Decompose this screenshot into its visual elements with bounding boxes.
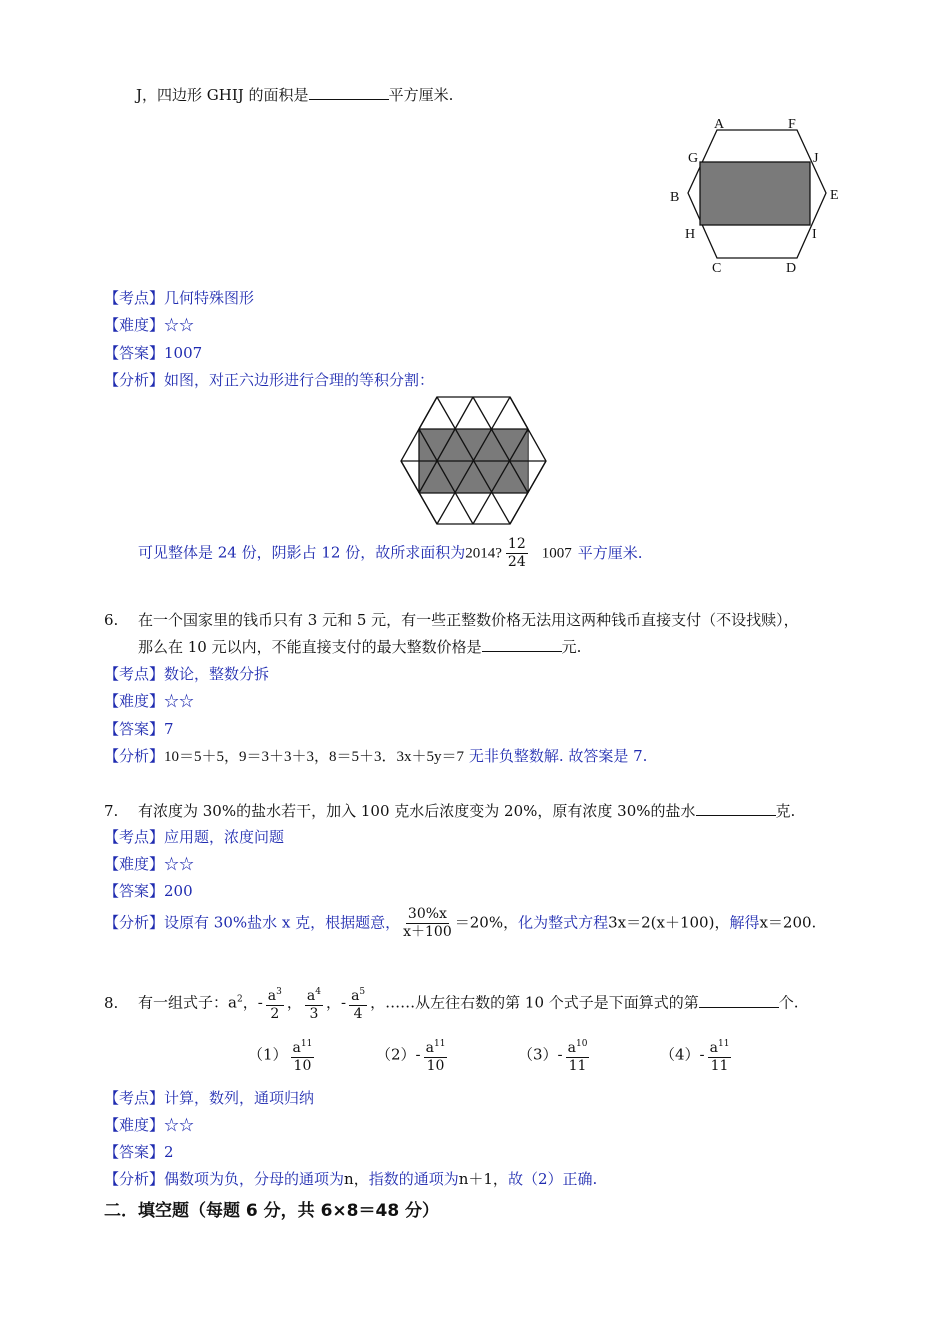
- label-h: H: [685, 227, 696, 242]
- q8-option-3: （3）- $\frac{a^{10}}{11}$: [518, 1036, 592, 1075]
- label-i: I: [812, 227, 817, 242]
- q7-stem: 7. 有浓度为 30%的盐水若干，加入 100 克水后浓度变为 20%，原有浓度 30%的盐水 克.: [104, 802, 796, 820]
- label-j: J: [813, 151, 819, 166]
- q5-fenxi: 【分析】如图，对正六边形进行合理的等积分割：: [104, 371, 435, 389]
- q7-kaodian: 【考点】应用题，浓度问题: [104, 828, 285, 846]
- shaded-rectangle: [700, 162, 810, 225]
- label-g: G: [688, 151, 699, 166]
- q8-kaodian: 【考点】计算，数列，通项归纳: [104, 1089, 315, 1107]
- label-a: A: [714, 117, 725, 132]
- label-d: D: [786, 261, 797, 276]
- q8-daan: 【答案】2: [104, 1143, 174, 1161]
- q5-nandu: 【难度】☆☆: [104, 316, 195, 334]
- q5-kaodian: 【考点】几何特殊图形: [104, 289, 255, 307]
- q8-stem: 8. 有一组式子：$a^2$，- $\frac{a^3}{2}$ ， $\frac{a^4}{3}$ ，- $\frac{a^5}{4}$ ，……从左往右数的第 10 个式子是下面算式的第 个.: [104, 984, 799, 1023]
- q6-kaodian: 【考点】数论，整数分拆: [104, 665, 270, 683]
- label-b: B: [670, 190, 680, 205]
- answer-blank: [309, 85, 389, 100]
- q8-fenxi: 【分析】偶数项为负，分母的通项为n，指数的通项为n＋1，故（2）正确.: [104, 1170, 598, 1188]
- q5-daan: 【答案】1007: [104, 344, 203, 362]
- q7-daan: 【答案】200: [104, 882, 193, 900]
- label-c: C: [712, 261, 722, 276]
- q6-stem-line2: 那么在 10 元以内，不能直接支付的最大整数价格是 元.: [138, 638, 582, 656]
- section-heading: 二．填空题（每题 6 分，共 6×8＝48 分）: [104, 1201, 440, 1221]
- q6-stem-line1: 6. 在一个国家里的钱币只有 3 元和 5 元，有一些正整数价格无法用这两种钱币直接支付（不设找赎），: [104, 611, 799, 629]
- q5-conclusion: 可见整体是 24 份，阴影占 12 份，故所求面积为2014? $\frac{12}{24}$ 1007 平方厘米.: [138, 536, 643, 570]
- q7-nandu: 【难度】☆☆: [104, 855, 195, 873]
- fraction-concentration: $\frac{30\%x}{x+100}$: [403, 906, 452, 940]
- answer-blank: [696, 801, 776, 816]
- answer-blank: [482, 637, 562, 652]
- q6-fenxi: 【分析】10＝5＋5，9＝3＋3＋3，8＝5＋3．3x＋5y＝7 无非负整数解. 故答案是 7.: [104, 747, 648, 765]
- q8-option-1: （1） $\frac{a^{11}}{10}$: [248, 1036, 317, 1075]
- answer-blank: [699, 993, 779, 1008]
- label-e: E: [830, 188, 839, 203]
- q6-nandu: 【难度】☆☆: [104, 692, 195, 710]
- hexagon-figure: [660, 110, 850, 280]
- label-f: F: [788, 117, 796, 132]
- q8-option-2: （2）- $\frac{a^{11}}{10}$: [376, 1036, 450, 1075]
- q5-stem: J，四边形 GHIJ 的面积是 平方厘米.: [136, 86, 454, 104]
- q8-nandu: 【难度】☆☆: [104, 1116, 195, 1134]
- q7-fenxi: 【分析】设原有 30%盐水 x 克，根据题意， $\frac{30\%x}{x+100}$ ＝20%，化为整式方程3x＝2(x＋100)，解得x＝200.: [104, 906, 817, 940]
- hexagon-subdivision-figure: [398, 396, 552, 526]
- q6-daan: 【答案】7: [104, 720, 174, 738]
- q8-option-4: （4）- $\frac{a^{11}}{11}$: [660, 1036, 734, 1075]
- fraction-12-24: $\frac{12}{24}$: [507, 536, 526, 570]
